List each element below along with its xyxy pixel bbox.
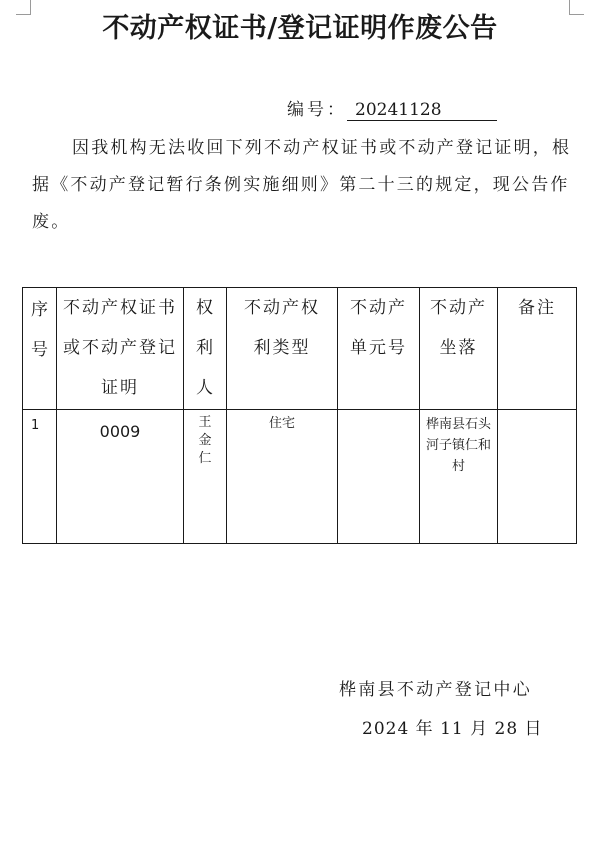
cell-remark [498, 410, 577, 544]
cell-holder [184, 410, 227, 544]
issuer-name: 桦南县不动产登记中心 [339, 680, 532, 700]
header-remark: 备注 [498, 288, 577, 410]
cell-index: 1 [23, 410, 57, 544]
header-holder: 权利人 [184, 288, 227, 410]
cell-location: 桦南县石头河子镇仁和村 [420, 410, 498, 544]
cell-right-type: 住宅 [227, 410, 338, 544]
cell-certificate: 0009 [57, 410, 184, 544]
serial-number: 20241128 [347, 100, 497, 121]
header-location: 不动产坐落 [420, 288, 498, 410]
serial-label: 编号： [287, 100, 347, 120]
header-certificate: 不动产权证书或不动产登记证明 [57, 288, 184, 410]
header-index: 序号 [23, 288, 57, 410]
table-header-row [23, 288, 577, 410]
notice-body: 因我机构无法收回下列不动产权证书或不动产登记证明，根据《不动产登记暂行条例实施细则》第二十三的规定，现公告作废。 [32, 138, 572, 232]
issue-date: 2024 年 11 月 28 日 [362, 719, 543, 739]
void-certificate-table [22, 287, 577, 544]
document-title: 不动产权证书/登记证明作废公告 [102, 13, 498, 44]
holder-name: 王金仁 [198, 415, 212, 466]
header-right-type: 不动产权利类型 [227, 288, 338, 410]
serial-line [287, 95, 497, 121]
table-row [23, 410, 577, 544]
header-unit-number: 不动产单元号 [338, 288, 420, 410]
cell-unit-number [338, 410, 420, 544]
